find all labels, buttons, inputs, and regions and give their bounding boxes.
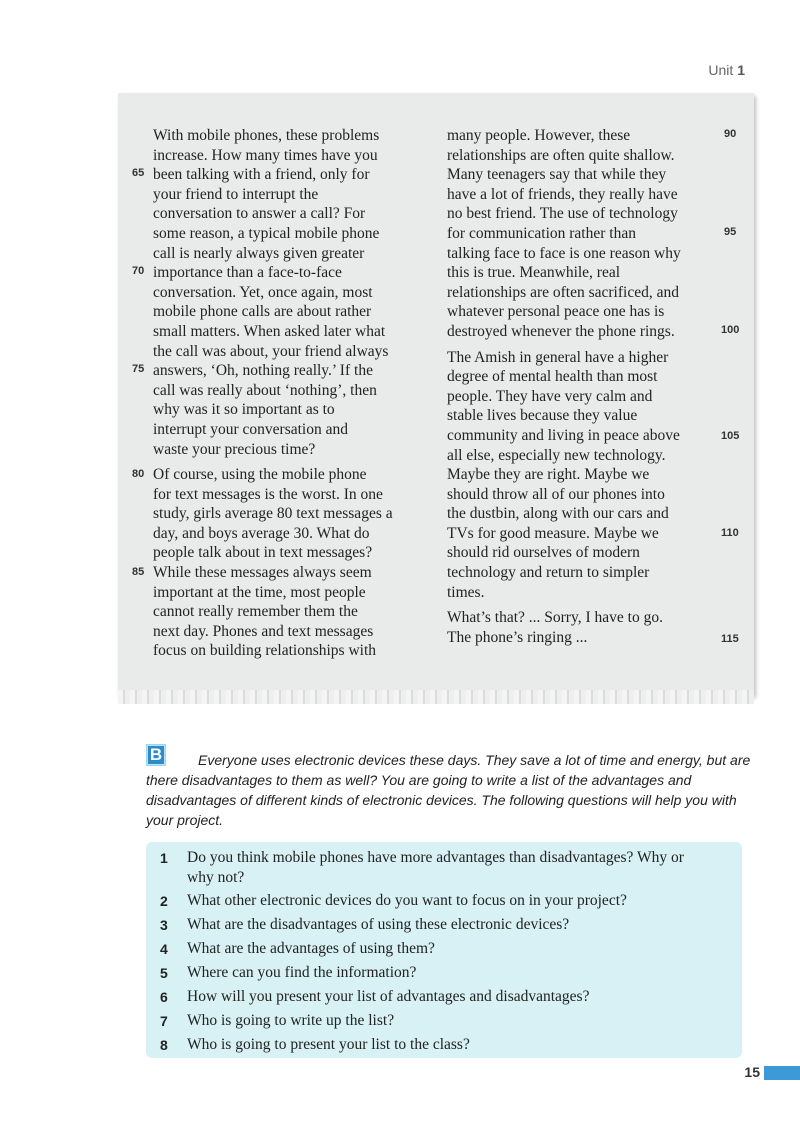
text-line: stable lives because they value (447, 407, 638, 425)
text-line: community and living in peace above (447, 426, 680, 444)
line-number: 65 (132, 167, 145, 179)
text-line: for text messages is the worst. In one (153, 485, 383, 503)
text-line: focus on building relationships with (153, 642, 377, 660)
text-line: should throw all of our phones into (447, 485, 665, 503)
text-line: Many teenagers say that while they (447, 166, 667, 184)
text-line: importance than a face-to-face (153, 264, 342, 282)
reading-paragraph (447, 126, 722, 342)
text-line: conversation to answer a call? For (153, 205, 366, 223)
text-line: The phone’s ringing ... (447, 628, 588, 646)
section-b-intro: Everyone uses electronic devices these days. They save a lot of time and energy, but are there disadvantages to them as well? You are going to write a list of the advantages and disadvantages of different kinds of electronic devices. The following questions will help you with your project. (146, 752, 751, 828)
text-line: small matters. When asked later what (153, 322, 386, 340)
text-line: destroyed whenever the phone rings. (447, 322, 675, 340)
text-line: should rid ourselves of modern (447, 544, 640, 562)
question-text: What are the advantages of using them? (187, 940, 435, 957)
reading-paragraph (153, 126, 428, 459)
text-line: conversation. Yet, once again, most (153, 283, 373, 301)
text-line: times. (447, 583, 485, 601)
reading-paragraph (447, 608, 722, 647)
text-line: What’s that? ... Sorry, I have to go. (447, 609, 663, 627)
text-line: whatever personal peace one has is (447, 303, 665, 321)
text-line: cannot really remember them the (153, 603, 358, 621)
text-line: why was it so important as to (153, 401, 335, 419)
text-line: your friend to interrupt the (153, 185, 319, 203)
question-number: 5 (160, 965, 168, 981)
page-number-bar (764, 1066, 800, 1080)
text-line: some reason, a typical mobile phone (153, 224, 380, 242)
text-line: TVs for good measure. Maybe we (447, 524, 659, 542)
text-line: talking face to face is one reason why (447, 244, 681, 262)
section-b-badge: B (146, 744, 166, 766)
torn-paper-edge (118, 690, 754, 704)
question-text: Who is going to write up the list? (187, 1012, 395, 1029)
line-number: 110 (721, 527, 739, 539)
line-number: 90 (724, 128, 737, 140)
question-number: 2 (160, 893, 168, 909)
question-text: Do you think mobile phones have more advantages than disadvantages? Why or why not? (187, 849, 684, 886)
reading-right-column (447, 126, 722, 653)
line-number: 70 (132, 265, 145, 277)
reading-paragraph (447, 348, 722, 603)
unit-word: Unit (708, 62, 734, 78)
text-line: With mobile phones, these problems (153, 127, 380, 144)
text-line: the dustbin, along with our cars and (447, 505, 669, 523)
text-line: people. They have very calm and (447, 387, 653, 405)
question-number: 7 (160, 1013, 168, 1029)
line-number: 95 (724, 226, 737, 238)
text-line: call was really about ‘nothing’, then (153, 381, 377, 399)
page-number: 15 (744, 1064, 760, 1080)
question-number: 3 (160, 917, 168, 933)
question-number: 8 (160, 1037, 168, 1053)
line-number: 85 (132, 566, 145, 578)
text-line: many people. However, these (447, 127, 631, 144)
unit-label (708, 62, 745, 78)
line-number: 115 (721, 633, 739, 645)
question-text: What are the disadvantages of using these electronic devices? (187, 916, 570, 933)
text-line: have a lot of friends, they really have (447, 185, 678, 203)
question-text: Who is going to present your list to the class? (187, 1036, 470, 1053)
text-line: been talking with a friend, only for (153, 166, 370, 184)
text-line: day, and boys average 30. What do (153, 524, 370, 542)
text-line: important at the time, most people (153, 583, 366, 601)
text-line: people talk about in text messages? (153, 544, 373, 562)
question-text: How will you present your list of advantages and disadvantages? (187, 988, 590, 1005)
text-line: answers, ‘Oh, nothing really.’ If the (153, 362, 373, 380)
line-number: 105 (721, 430, 740, 442)
text-line: call is nearly always given greater (153, 244, 365, 262)
text-line: next day. Phones and text messages (153, 622, 374, 640)
text-line: no best friend. The use of technology (447, 205, 678, 223)
text-line: for communication rather than (447, 224, 636, 242)
line-number: 80 (132, 468, 145, 480)
line-number: 100 (721, 324, 740, 336)
reading-left-column (153, 126, 428, 667)
text-line: The Amish in general have a higher (447, 348, 669, 366)
text-line: interrupt your conversation and (153, 420, 348, 438)
question-text: Where can you find the information? (187, 964, 417, 981)
text-line: increase. How many times have you (153, 146, 378, 164)
question-text: What other electronic devices do you want to focus on in your project? (187, 892, 627, 909)
question-number: 4 (160, 941, 168, 957)
text-line: relationships are often sacrificed, and (447, 283, 679, 301)
text-line: Maybe they are right. Maybe we (447, 466, 650, 484)
text-line: technology and return to simpler (447, 564, 650, 582)
text-line: mobile phone calls are about rather (153, 303, 372, 321)
text-line: the call was about, your friend always (153, 342, 389, 360)
line-number: 75 (132, 363, 145, 375)
text-line: Of course, using the mobile phone (153, 466, 367, 484)
reading-paragraph (153, 465, 428, 661)
text-line: all else, especially new technology. (447, 446, 666, 464)
text-line: this is true. Meanwhile, real (447, 264, 621, 282)
text-line: degree of mental health than most (447, 368, 658, 386)
text-line: relationships are often quite shallow. (447, 146, 675, 164)
text-line: study, girls average 80 text messages a (153, 505, 393, 523)
text-line: waste your precious time? (153, 440, 316, 458)
text-line: While these messages always seem (153, 564, 372, 582)
question-number: 6 (160, 989, 168, 1005)
unit-number: 1 (737, 62, 745, 78)
question-number: 1 (160, 850, 168, 866)
